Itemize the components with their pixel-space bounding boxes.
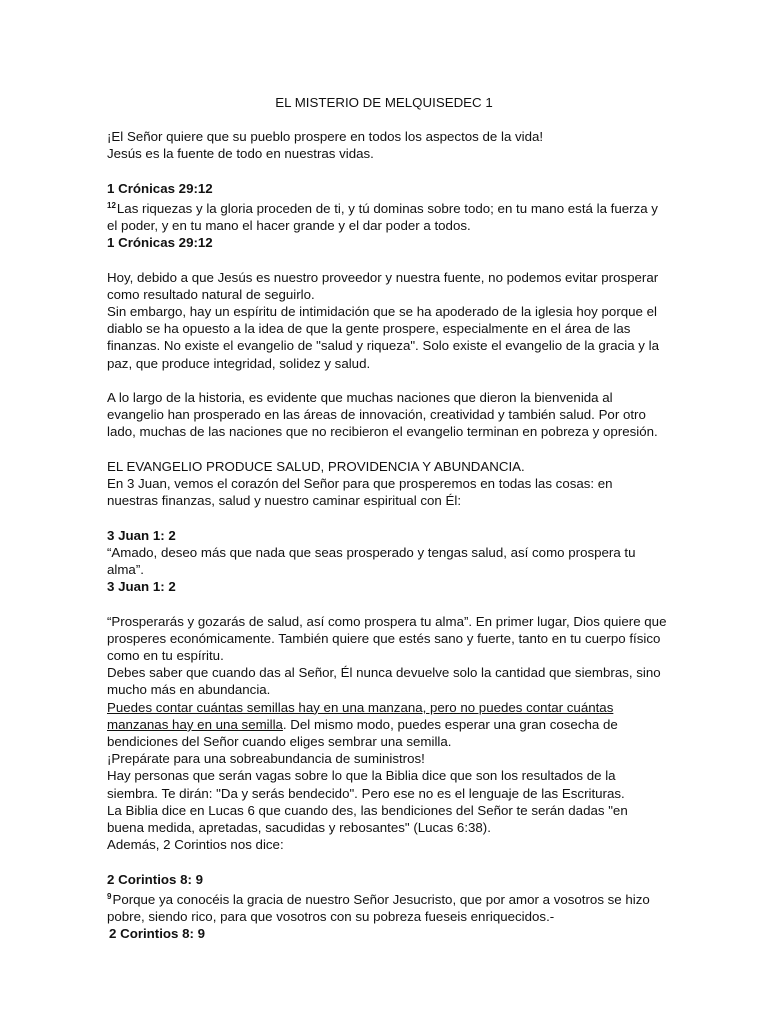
paragraph: “Prosperarás y gozarás de salud, así como prospera tu alma”. En primer lugar, Dios quiere que prosperes económicamente. También quiere que estés sano y fuerte, tanto en tu cuerpo físico como en tu espíritu. [107,613,667,663]
verse-text [107,197,667,234]
verse-reference-end: 2 Corintios 8: 9 [109,926,206,942]
paragraph: A lo largo de la historia, es evidente que muchas naciones que dieron la bienvenida al evangelio han prosperado en las áreas de innovación, creatividad y también salud. Por otro lado, muchas de las naciones que no recibieron el evangelio terminan en pobreza y opresión. [107,390,658,440]
verse-reference-end: 1 Crónicas 29:12 [107,235,213,251]
underlined-text: Puedes contar cuántas semillas hay en una manzana, pero no puedes contar cuántas manzanas hay en una semilla [107,699,614,732]
paragraph-continuation: . Del mismo modo, puedes esperar una gran cosecha de bendiciones del Señor cuando eliges sembrar una semilla. [107,716,618,750]
paragraph: La Biblia dice en Lucas 6 que cuando des, las bendiciones del Señor te serán dadas "en buena medida, apretadas, sacudidas y rebosantes" (Lucas 6:38). [107,802,628,836]
paragraph: En 3 Juan, vemos el corazón del Señor para que prosperemos en todas las cosas: en nuestras finanzas, salud y nuestro caminar espiritual con Él: [107,476,613,509]
verse-number: 12 [107,200,116,210]
document-title: EL MISTERIO DE MELQUISEDEC 1 [275,95,493,110]
paragraph: Hoy, debido a que Jesús es nuestro proveedor y nuestra fuente, no podemos evitar prosperar como resultado natural de seguirlo. [107,269,659,302]
verse-reference: 2 Corintios 8: 9 [107,871,204,887]
verse-number: 9 [107,891,112,901]
intro-line-1: ¡El Señor quiere que su pueblo prospere en todos los aspectos de la vida! [107,129,544,144]
intro-line-2: Jesús es la fuente de todo en nuestras vidas. [107,146,374,162]
paragraph: ¡Prepárate para una sobreabundancia de suministros! [107,751,425,767]
verse-reference: 3 Juan 1: 2 [107,527,176,543]
verse-reference-end: 3 Juan 1: 2 [107,579,176,595]
paragraph: Hay personas que serán vagas sobre lo que la Biblia dice que son los resultados de la siembra. Te dirán: "Da y serás bendecido". Pero ese no es el lenguaje de las Escrituras. [107,768,625,801]
paragraph: Además, 2 Corintios nos dice: [107,837,284,853]
paragraph [107,699,667,751]
verse-body: Porque ya conocéis la gracia de nuestro Señor Jesucristo, que por amor a vosotros se hizo pobre, siendo rico, para que vosotros con su pobreza fueseis enriquecidos.- [107,891,650,925]
section-heading: EL EVANGELIO PRODUCE SALUD, PROVIDENCIA Y ABUNDANCIA. [107,458,525,474]
verse-text [107,888,667,925]
document-body [107,128,667,942]
verse-text: “Amado, deseo más que nada que seas prosperado y tengas salud, así como prospera tu alma”. [107,544,636,577]
verse-reference: 1 Crónicas 29:12 [107,180,213,196]
verse-body: Las riquezas y la gloria proceden de ti, y tú dominas sobre todo; en tu mano está la fuerza y el poder, y en tu mano el hacer grande y el dar poder a todos. [107,200,658,233]
paragraph: Debes saber que cuando das al Señor, Él nunca devuelve solo la cantidad que siembras, sino mucho más en abundancia. [107,665,661,698]
paragraph: Sin embargo, hay un espíritu de intimidación que se ha apoderado de la iglesia hoy porque el diablo se ha opuesto a la idea de que la gente prospere, especialmente en el área de las finanzas. No existe el evangelio de "salud y riqueza". Solo existe el evangelio de la gracia y la paz, que produce integridad, solidez y salud. [107,304,659,371]
